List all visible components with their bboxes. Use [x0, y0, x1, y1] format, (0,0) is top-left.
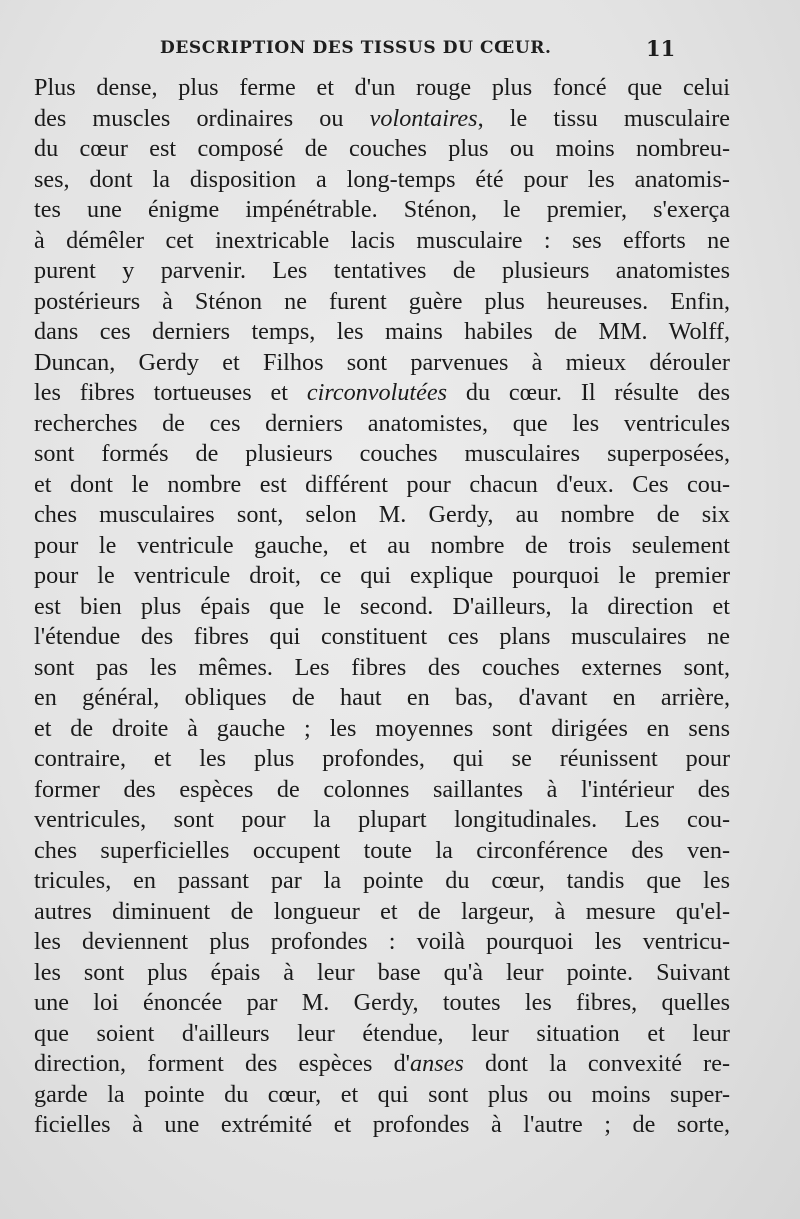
text-segment: à démêler cet inextricable lacis musculaire : ses efforts ne — [34, 226, 730, 254]
text-segment: et dont le nombre est différent pour chacun d'eux. Ces cou- — [34, 470, 730, 498]
text-segment: sont formés de plusieurs couches musculaires superposées, — [34, 440, 730, 467]
text-line — [34, 195, 730, 226]
text-line — [34, 287, 730, 318]
text-segment: pour le ventricule gauche, et au nombre de trois seulement — [34, 531, 730, 559]
text-segment: former des espèces de colonnes saillantes à l'intérieur des — [34, 775, 730, 803]
text-line — [34, 622, 730, 653]
text-segment: recherches de ces derniers anatomistes, que les ventricules — [34, 409, 730, 437]
text-segment: en général, obliques de haut en bas, d'avant en arrière, — [34, 684, 730, 711]
text-segment: tricules, en passant par la pointe du cœur, tandis que les — [34, 867, 730, 894]
italic-term: circonvolutées — [306, 379, 448, 406]
text-line — [34, 317, 730, 348]
body-text — [34, 73, 730, 1141]
text-segment: du cœur. Il résulte des — [447, 379, 731, 406]
text-segment: tes une énigme impénétrable. Sténon, le premier, s'exerça — [34, 196, 730, 223]
text-line — [34, 866, 730, 897]
text-line — [34, 744, 730, 775]
text-segment: ses, dont la disposition a long-temps été pour les anatomis- — [34, 165, 730, 193]
text-line — [34, 1110, 730, 1141]
text-line — [34, 104, 730, 135]
italic-term: anses — [410, 1050, 464, 1077]
text-segment: direction, forment des espèces d' — [34, 1050, 411, 1077]
text-line — [34, 165, 730, 196]
text-segment: garde la pointe du cœur, et qui sont plus ou moins super- — [34, 1080, 730, 1108]
text-segment: les sont plus épais à leur base qu'à leur pointe. Suivant — [34, 958, 730, 986]
text-segment: dans ces derniers temps, les mains habiles de MM. Wolff, — [34, 318, 730, 345]
text-line — [34, 683, 730, 714]
text-segment: des muscles ordinaires ou — [34, 104, 370, 132]
italic-term: volontaires — [369, 104, 478, 132]
text-segment: dont la convexité re- — [463, 1050, 730, 1077]
text-line — [34, 348, 730, 379]
text-segment: ches musculaires sont, selon M. Gerdy, au nombre de six — [34, 501, 730, 528]
text-line — [34, 531, 730, 562]
text-line — [34, 500, 730, 531]
text-segment: que soient d'ailleurs leur étendue, leur situation et leur — [34, 1019, 730, 1047]
text-segment: postérieurs à Sténon ne furent guère plus heureuses. Enfin, — [34, 287, 730, 315]
text-line — [34, 988, 730, 1019]
text-line — [34, 134, 730, 165]
text-line — [34, 439, 730, 470]
page-header — [0, 38, 800, 68]
text-segment: une loi énoncée par M. Gerdy, toutes les fibres, quelles — [34, 989, 730, 1016]
text-segment: purent y parvenir. Les tentatives de plusieurs anatomistes — [34, 257, 730, 284]
text-line — [34, 592, 730, 623]
text-line — [34, 714, 730, 745]
text-segment: est bien plus épais que le second. D'ailleurs, la direction et — [34, 592, 730, 620]
text-line — [34, 1049, 730, 1080]
text-segment: sont pas les mêmes. Les fibres des couches externes sont, — [34, 653, 730, 681]
text-segment: du cœur est composé de couches plus ou moins nombreu- — [34, 135, 730, 162]
text-line — [34, 897, 730, 928]
text-line — [34, 256, 730, 287]
text-line — [34, 226, 730, 257]
text-line — [34, 561, 730, 592]
text-segment: ficielles à une extrémité et profondes à l'autre ; de sorte, — [34, 1111, 730, 1138]
text-line — [34, 958, 730, 989]
text-line — [34, 1080, 730, 1111]
text-segment: autres diminuent de longueur et de largeur, à mesure qu'el- — [34, 897, 730, 925]
text-line — [34, 1019, 730, 1050]
text-line — [34, 927, 730, 958]
text-segment: les fibres tortueuses et — [34, 379, 307, 406]
text-line — [34, 378, 730, 409]
text-line — [34, 653, 730, 684]
text-line — [34, 73, 730, 104]
text-segment: contraire, et les plus profondes, qui se réunissent pour — [34, 745, 730, 772]
text-line — [34, 409, 730, 440]
page-number: 11 — [646, 36, 676, 61]
text-line — [34, 470, 730, 501]
text-line — [34, 775, 730, 806]
text-segment: ches superficielles occupent toute la circonférence des ven- — [34, 836, 730, 864]
text-line — [34, 805, 730, 836]
running-head: DESCRIPTION DES TISSUS DU CŒUR. — [160, 38, 552, 58]
text-segment: les deviennent plus profondes : voilà pourquoi les ventricu- — [34, 928, 730, 955]
text-segment: Plus dense, plus ferme et d'un rouge plus foncé que celui — [34, 74, 730, 101]
text-segment: pour le ventricule droit, ce qui explique pourquoi le premier — [34, 562, 730, 589]
text-segment: et de droite à gauche ; les moyennes sont dirigées en sens — [34, 714, 730, 742]
text-segment: , le tissu musculaire — [477, 104, 730, 132]
text-segment: Duncan, Gerdy et Filhos sont parvenues à mieux dérouler — [34, 348, 730, 376]
text-segment: ventricules, sont pour la plupart longitudinales. Les cou- — [34, 806, 730, 833]
text-segment: l'étendue des fibres qui constituent ces plans musculaires ne — [34, 623, 730, 650]
text-line — [34, 836, 730, 867]
